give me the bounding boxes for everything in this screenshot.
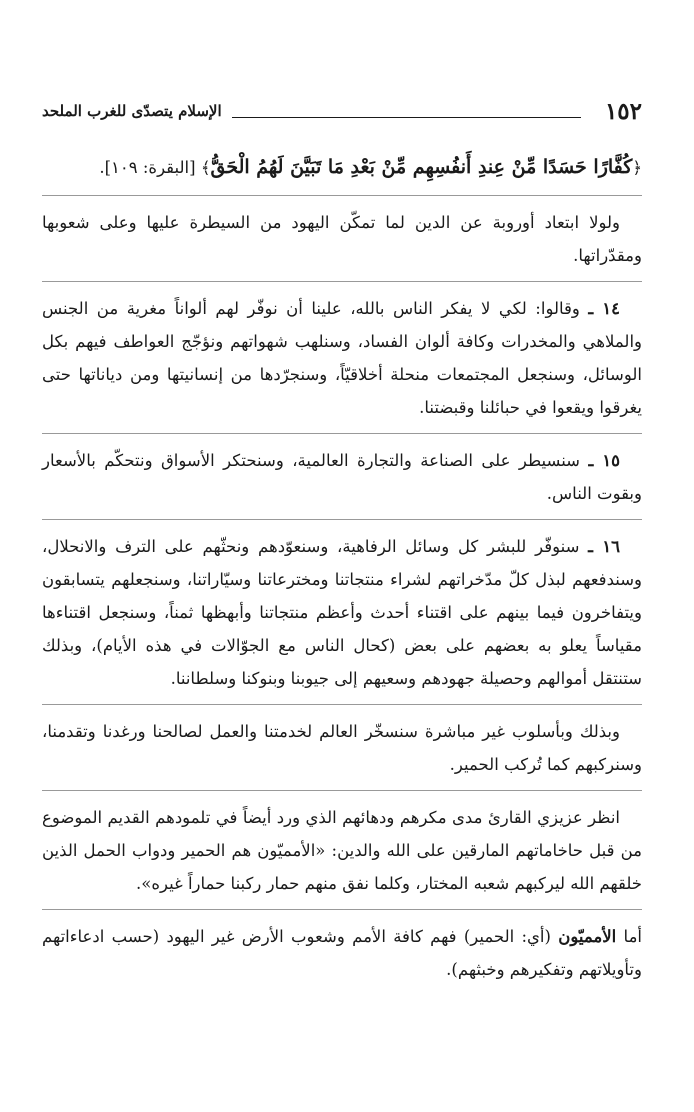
quran-citation: [البقرة: ١٠٩]. bbox=[99, 158, 201, 177]
running-title: الإسلام يتصدّى للغرب الملحد bbox=[42, 102, 222, 120]
lead-text: أما bbox=[616, 927, 642, 946]
paragraph-item-16 bbox=[42, 530, 642, 695]
paragraph-block bbox=[42, 520, 642, 705]
item-number: ١٦ ـ bbox=[588, 537, 620, 556]
paragraph-block bbox=[42, 791, 642, 910]
paragraph-block bbox=[42, 705, 642, 791]
quran-bracket-close: ﴾ bbox=[200, 158, 211, 177]
item-text: وقالوا: لكي لا يفكر الناس بالله، علينا أن نوفّر لهم ألواناً مغرية من الجنس والملاهي والمخدرات وكافة ألوان الفساد، وسنلهب شهواتهم ونؤجّج العواطف فيهم بكل الوسائل، وسنجعل المجتمعات منحلة أخلاقيّاً، وسنجرّدها من إنسانيتها ومن دياناتها حتى يغرقوا ويقعوا في حبائلنا وقبضتنا. bbox=[42, 299, 642, 417]
term-gentiles: الأمميّون bbox=[558, 927, 617, 946]
page-number: ١٥٢ bbox=[604, 97, 642, 125]
paragraph-conclusion: وبذلك وبأسلوب غير مباشرة سنسخّر العالم لخدمتنا والعمل لصالحنا ورغدنا وتقدمنا، وسنركبهم كما تُركب الحمير. bbox=[42, 722, 642, 774]
running-head bbox=[42, 96, 642, 126]
paragraph-talmud: انظر عزيزي القارئ مدى مكرهم ودهائهم الذي ورد أيضاً في تلمودهم القديم الموضوع من قبل حاخاماتهم المارقين على الله والدين: «الأمميّون هم الحمير ودواب الحمل الذين خلقهم الله ليركبهم شعبه المختار، وكلما نفق منهم حمار ركبنا حماراً غيره». bbox=[42, 808, 642, 893]
paragraph-block bbox=[42, 434, 642, 520]
item-number: ١٥ ـ bbox=[588, 451, 620, 470]
paragraph-item-14 bbox=[42, 292, 642, 424]
paragraph-block bbox=[42, 910, 642, 995]
header-rule bbox=[232, 117, 581, 118]
paragraph-block bbox=[42, 196, 642, 282]
book-page bbox=[42, 96, 642, 1072]
paragraph-gentiles bbox=[42, 920, 642, 986]
item-text: سنسيطر على الصناعة والتجارة العالمية، وسنحتكر الأسواق ونتحكّم بالأسعار وبقوت الناس. bbox=[42, 451, 642, 503]
item-text: سنوفّر للبشر كل وسائل الرفاهية، وسنعوّدهم ونحثّهم على الترف والانحلال، وسندفعهم لبذل كلّ مدّخراتهم لشراء منتجاتنا ومخترعاتنا وسيّاراتنا، وسنجعلهم يتسابقون ويتفاخرون فيما بينهم على اقتناء أحدث وأعظم منتجاتنا وأبهظها ثمناً، وسنجعل اقتناءها مقياساً يعلو به بعضهم على بعض (كحال الناس مع الجوّالات في هذه الأيام)، وبذلك ستنتقل أموالهم وحصيلة جهودهم وسعيهم إلى جيوبنا وبنوكنا وسلطاننا. bbox=[42, 537, 642, 688]
quran-quote bbox=[42, 150, 642, 196]
paragraph-block bbox=[42, 282, 642, 434]
item-number: ١٤ ـ bbox=[588, 299, 620, 318]
quran-verse: كُفَّارًا حَسَدًا مِّنْ عِندِ أَنفُسِهِم مِّنْ بَعْدِ مَا تَبَيَّنَ لَهُمُ الْحَقُّ bbox=[210, 156, 633, 178]
quran-bracket-open: ﴿ bbox=[632, 158, 642, 177]
paragraph-item-15 bbox=[42, 444, 642, 510]
paragraph-europe: ولولا ابتعاد أوروبة عن الدين لما تمكّن اليهود من السيطرة عليها وعلى شعوبها ومقدّراتها. bbox=[42, 213, 642, 265]
definition-text: (أي: الحمير) فهم كافة الأمم وشعوب الأرض غير اليهود (حسب ادعاءاتهم وتأويلاتهم وتفكيرهم وخبثهم). bbox=[42, 927, 642, 979]
